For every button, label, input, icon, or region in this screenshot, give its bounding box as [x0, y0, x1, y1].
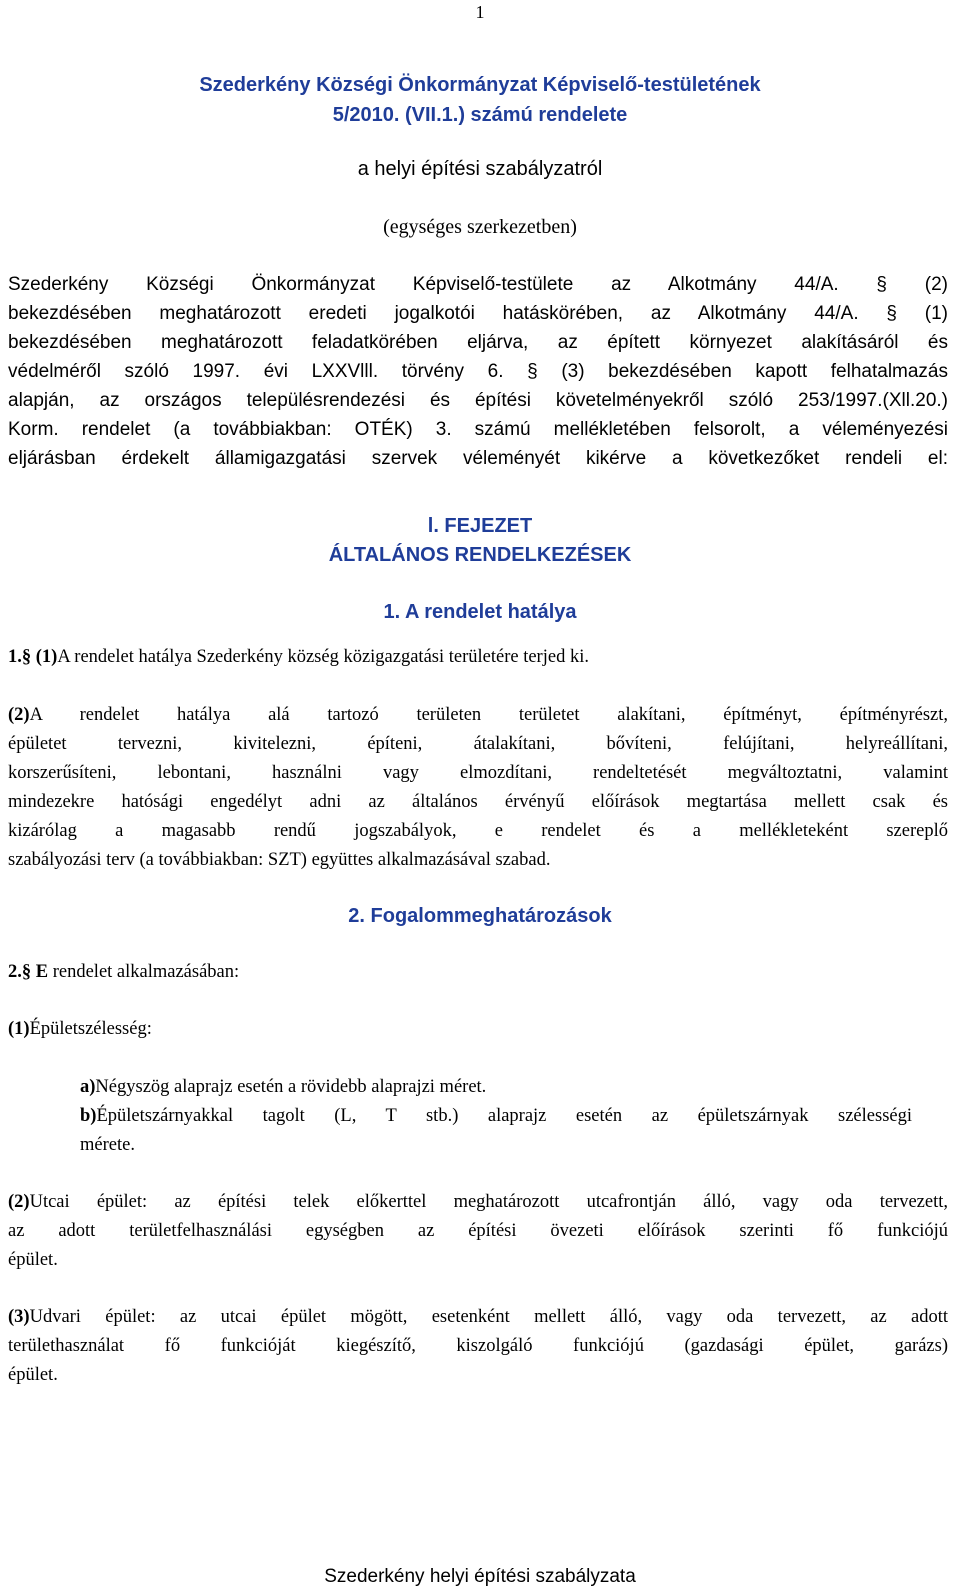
definition-1-item-b [80, 1102, 912, 1160]
paragraph-line [8, 701, 948, 730]
paragraph-line: épület. [8, 1365, 58, 1385]
preamble [8, 270, 948, 473]
preamble-line: Szederkény Községi Önkormányzat Képviselő-testülete az Alkotmány 44/A. § (2) [8, 274, 948, 295]
paragraph-text: A rendelet hatálya Szederkény község közigazgatási területére terjed ki. [57, 647, 589, 667]
section-1-heading: 1. A rendelet hatálya [383, 601, 577, 623]
paragraph-line: kizárólag a magasabb rendű jogszabályok, e rendelet és a mellékleteként szereplő [8, 821, 948, 841]
item-text: Épületszárnyakkal tagolt (L, T stb.) alaprajz esetén az épületszárnyak szélességi [96, 1106, 912, 1126]
preamble-line: védelméről szóló 1997. évi LXXVlll. törvény 6. § (3) bekezdésében kapott felhatalmazás [8, 361, 948, 382]
title-note: (egységes szerkezetben) [383, 216, 577, 238]
paragraph-line: korszerűsíteni, lebontani, használni vagy elmozdítani, rendeltetését megváltoztatni, valamint [8, 763, 948, 783]
subsection-number: § (1) [21, 647, 58, 667]
preamble-line: bekezdésében meghatározott feladatkörében eljárva, az épített környezet alakításáról és [8, 332, 948, 353]
paragraph-line: mindezekre hatósági engedélyt adni az általános érvényű előírások megtartása mellett csak és [8, 792, 948, 812]
definition-3 [8, 1303, 948, 1390]
page-number: 1 [475, 2, 485, 22]
section-1-paragraph-1 [8, 643, 948, 672]
subsection-number: (2) [8, 1192, 30, 1212]
paragraph-line: épület. [8, 1250, 58, 1270]
chapter-number: l. FEJEZET [427, 515, 533, 537]
paragraph-line: épületet tervezni, kivitelezni, építeni, átalakítani, bővíteni, felújítani, helyreállítani, [8, 734, 948, 754]
subsection-number: § E [21, 962, 49, 982]
item-line: mérete. [80, 1135, 135, 1155]
preamble-line: eljárásban érdekelt államigazgatási szervek véleményét kikérve a következőket rendeli el: [8, 448, 948, 469]
title-line-1: Szederkény Községi Önkormányzat Képviselő-testületének [199, 74, 761, 96]
item-text: Négyszög alaprajz esetén a rövidebb alaprajzi méret. [95, 1077, 487, 1097]
paragraph-line: területhasználat fő funkcióját kiegészítő, kiszolgáló funkciójú (gazdasági épület, garázs) [8, 1336, 948, 1356]
section-1-paragraph-2 [8, 701, 948, 875]
preamble-line: bekezdésében meghatározott eredeti jogalkotói hatáskörében, az Alkotmány 44/A. § (1) [8, 303, 948, 324]
paragraph-line [8, 1188, 948, 1217]
item-line [80, 1102, 912, 1131]
subsection-number: (3) [8, 1307, 30, 1327]
title-subject: a helyi építési szabályzatról [357, 158, 603, 180]
preamble-line: Korm. rendelet (a továbbiakban: OTÉK) 3. számú mellékletében felsorolt, a véleményezési [8, 419, 948, 440]
title-line-2: 5/2010. (VII.1.) számú rendelete [332, 104, 628, 126]
paragraph-line: szabályozási terv (a továbbiakban: SZT) együttes alkalmazásával szabad. [8, 850, 551, 870]
paragraph-text: Utcai épület: az építési telek előkerttel meghatározott utcafrontján álló, vagy oda tervezett, [29, 1192, 948, 1212]
paragraph-line [8, 1303, 948, 1332]
document-title [0, 70, 960, 130]
section-2-heading: 2. Fogalommeghatározások [348, 905, 612, 927]
paragraph-line: az adott területfelhasználási egységben az építési övezeti előírások szerinti fő funkciójú [8, 1221, 948, 1241]
section-2-intro [8, 958, 948, 987]
definition-2 [8, 1188, 948, 1275]
definition-1-item-a [80, 1073, 960, 1102]
paragraph-text: Udvari épület: az utcai épület mögött, esetenként mellett álló, vagy oda tervezett, az adott [29, 1307, 948, 1327]
preamble-line: alapján, az országos településrendezési és építési követelményekről szóló 253/1997.(Xll.20.) [8, 390, 948, 411]
subsection-number: (1) [8, 1019, 30, 1039]
section-number: 2. [8, 962, 22, 982]
item-letter: b) [80, 1106, 97, 1126]
item-letter: a) [80, 1077, 96, 1097]
page-footer: Szederkény helyi építési szabályzata [324, 1566, 636, 1587]
section-number: 1. [8, 647, 22, 667]
paragraph-text: rendelet alkalmazásában: [48, 962, 240, 982]
subsection-number: (2) [8, 705, 30, 725]
paragraph-text: A rendelet hatálya alá tartozó területen területet alakítani, építményt, építményrészt, [29, 705, 948, 725]
definition-term: Épületszélesség: [29, 1019, 152, 1039]
chapter-title: ÁLTALÁNOS RENDELKEZÉSEK [328, 544, 632, 566]
definition-1 [8, 1015, 948, 1044]
